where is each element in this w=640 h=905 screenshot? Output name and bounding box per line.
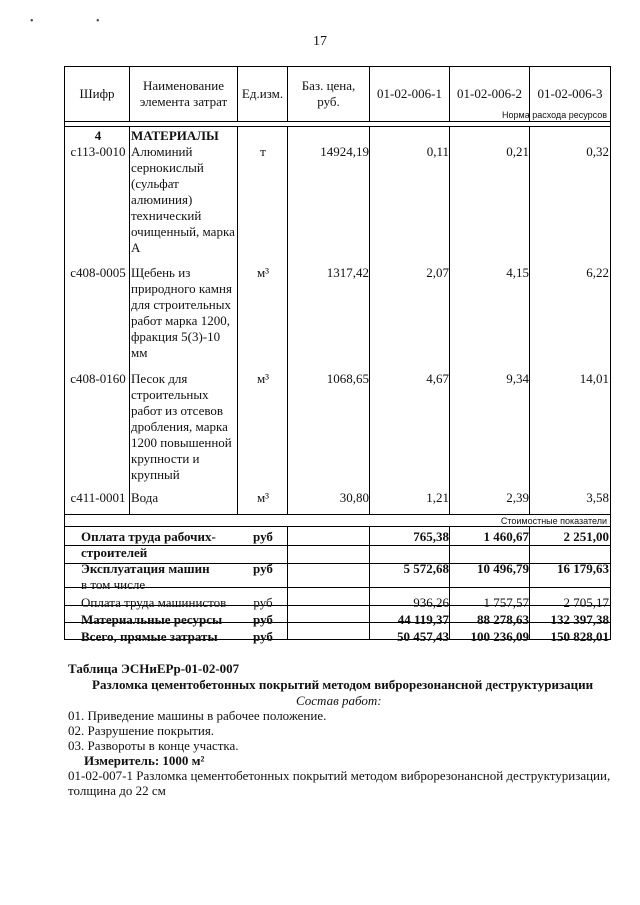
material-value-1: 4,67 — [426, 371, 449, 386]
header-name: Наименование элемента затрат — [139, 78, 228, 109]
section-number: 4 — [94, 128, 102, 143]
summary-value-3: 2 251,00 — [563, 529, 609, 544]
summary-value-2: 1 460,67 — [483, 529, 529, 544]
header-col2: 01-02-006-2 — [457, 86, 522, 101]
summary-value-1: 5 572,68 — [403, 561, 449, 576]
summary-value-2: 1 757,57 — [483, 595, 529, 610]
material-name: Щебень из природного камня для строительных работ марка 1200, фракция 5(3)-10 мм — [131, 265, 232, 360]
material-unit: м³ — [256, 265, 270, 280]
summary-label: Оплата труда машинистов — [81, 595, 227, 610]
summary-label: Всего, прямые затраты — [81, 629, 218, 644]
material-value-1: 1,21 — [426, 490, 449, 505]
measure-unit: Измеритель: 1000 м² — [84, 753, 205, 768]
summary-value-1: 44 119,37 — [397, 612, 449, 627]
material-value-3: 6,22 — [586, 265, 609, 280]
cost-label: Стоимостные показатели — [500, 516, 607, 526]
header-unit: Ед.изм. — [241, 86, 284, 101]
header-col3: 01-02-006-3 — [537, 86, 603, 101]
scan-dots: • • — [30, 16, 130, 27]
material-value-2: 4,15 — [506, 265, 529, 280]
header-price: Баз. цена, руб. — [301, 78, 356, 109]
material-price: 30,80 — [339, 490, 369, 505]
summary-value-3: 2 705,17 — [563, 595, 609, 610]
material-name: Вода — [131, 490, 159, 505]
material-value-1: 0,11 — [426, 144, 449, 159]
summary-unit: руб — [253, 529, 273, 544]
material-value-2: 9,34 — [506, 371, 529, 386]
section-title: МАТЕРИАЛЫ — [131, 128, 219, 143]
summary-value-2: 10 496,79 — [477, 561, 529, 576]
material-code: с113-0010 — [70, 144, 126, 159]
next-table-title: Таблица ЭСНиЕРр-01-02-007 — [68, 661, 240, 676]
norm-label: Норма расхода ресурсов — [502, 110, 607, 120]
summary-unit: руб — [253, 629, 273, 644]
page-number: 17 — [313, 34, 327, 49]
item-description-line2: толщина до 22 см — [68, 783, 166, 798]
summary-label: Оплата труда рабочих-строителей — [81, 529, 216, 560]
work-step: 01. Приведение машины в рабочее положение. — [68, 708, 327, 723]
material-value-1: 2,07 — [426, 265, 449, 280]
summary-unit: руб — [253, 595, 273, 610]
material-value-3: 0,32 — [586, 144, 609, 159]
rates-table — [64, 66, 611, 644]
summary-label: Материальные ресурсы — [81, 612, 223, 627]
summary-value-1: 50 457,43 — [397, 629, 449, 644]
material-price: 1068,65 — [326, 371, 369, 386]
summary-value-1: 765,38 — [413, 529, 449, 544]
material-unit: м³ — [256, 490, 270, 505]
summary-unit: руб — [253, 612, 273, 627]
material-code: с411-0001 — [70, 490, 126, 505]
material-unit: м³ — [256, 371, 270, 386]
material-code: с408-0160 — [70, 371, 126, 386]
material-price: 14924,19 — [320, 144, 369, 159]
material-price: 1317,42 — [326, 265, 369, 280]
summary-label: Эксплуатация машин — [81, 561, 210, 576]
summary-value-3: 132 397,38 — [550, 612, 609, 627]
material-unit: т — [260, 144, 266, 159]
header-col1: 01-02-006-1 — [377, 86, 442, 101]
material-value-3: 3,58 — [586, 490, 609, 505]
summary-value-2: 100 236,09 — [470, 629, 529, 644]
next-table-subtitle: Разломка цементобетонных покрытий методом виброрезонансной деструктуризации — [92, 677, 594, 692]
summary-value-2: 88 278,63 — [477, 612, 529, 627]
summary-unit: руб — [253, 561, 273, 576]
summary-sub: в том числе — [81, 577, 146, 592]
composition-label: Состав работ: — [296, 693, 382, 708]
header-code: Шифр — [79, 86, 115, 101]
material-value-3: 14,01 — [579, 371, 609, 386]
work-step: 03. Развороты в конце участка. — [68, 738, 239, 753]
material-name: Песок для строительных работ из отсевов дробления, марка 1200 повышенной крупности и крупный — [131, 371, 232, 482]
summary-value-3: 16 179,63 — [557, 561, 609, 576]
material-code: с408-0005 — [70, 265, 126, 280]
summary-value-3: 150 828,01 — [550, 629, 609, 644]
material-value-2: 0,21 — [506, 144, 529, 159]
material-name: Алюминий сернокислый (сульфат алюминия) технический очищенный, марка А — [131, 144, 235, 255]
item-description-line1: 01-02-007-1 Разломка цементобетонных покрытий методом виброрезонансной деструктуризации, — [68, 768, 611, 783]
summary-value-1: 936,26 — [413, 595, 449, 610]
material-value-2: 2,39 — [506, 490, 529, 505]
work-step: 02. Разрушение покрытия. — [68, 723, 215, 738]
